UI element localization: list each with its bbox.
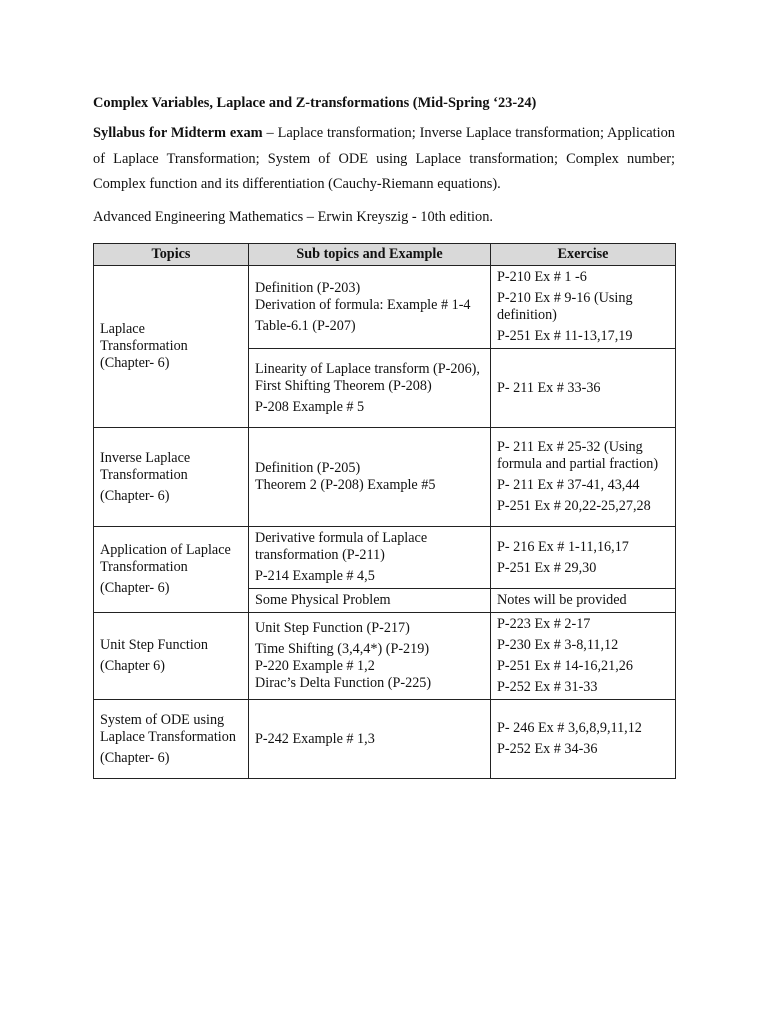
subtopic-line: P-208 Example # 5 [255,398,365,415]
exercise-cell [491,527,676,589]
topic-cell [94,527,249,613]
subtopic-cell [249,700,491,779]
subtopic-line: Unit Step Function (P-217) [255,620,410,636]
exercise-cell [491,700,676,779]
subtopic-line: P-242 Example # 1,3 [255,730,375,747]
topic-line: (Chapter- 6) [100,580,170,596]
exercise-line: P- 211 Ex # 25-32 (Using formula and partial fraction) [497,439,659,472]
topic-line: Laplace [100,321,145,337]
subtopic-cell [249,428,491,527]
document-title: Complex Variables, Laplace and Z-transformations (Mid-Spring ‘23-24) [93,95,537,111]
exercise-line: P-210 Ex # 9-16 (Using definition) [497,290,633,323]
exercise-line: P-230 Ex # 3-8,11,12 [497,637,619,653]
subtopic-cell [249,349,491,428]
subtopic-line: Some Physical Problem [255,592,391,608]
subtopic-line: Table-6.1 (P-207) [255,317,356,334]
topic-cell [94,613,249,700]
syllabus-text: – Laplace transformation; Inverse Laplace transformation; Application of Laplace Transformation; System of ODE using Laplace transformation; Complex number; Complex function and its differentiation (Cauchy-Riemann equations). [93,125,675,192]
exercise-cell [491,266,676,349]
subtopic-line: P-220 Example # 1,2 [255,658,375,674]
table-row [94,613,676,700]
topic-line: (Chapter- 6) [100,749,170,766]
subtopic-line: Derivation of formula: Example # 1-4 [255,296,471,313]
topic-cell [94,266,249,428]
table-row [94,700,676,779]
topic-line: Transformation [100,338,188,354]
table-row [94,428,676,527]
subtopic-cell [249,589,491,613]
topic-line: System of ODE using Laplace Transformation [100,711,236,745]
header-exercise: Exercise [491,244,676,266]
textbook-reference: Advanced Engineering Mathematics – Erwin Kreyszig - 10th edition. [93,208,494,225]
exercise-line: P-251 Ex # 11-13,17,19 [497,328,633,344]
document-page [93,94,675,226]
exercise-line: P-252 Ex # 31-33 [497,679,598,695]
subtopic-cell [249,527,491,589]
subtopic-line: P-214 Example # 4,5 [255,568,375,584]
exercise-line: P-252 Ex # 34-36 [497,741,598,757]
table-row [94,266,676,349]
exercise-line: P- 246 Ex # 3,6,8,9,11,12 [497,720,642,736]
subtopic-cell [249,613,491,700]
topic-line: (Chapter- 6) [100,355,170,371]
topic-cell [94,700,249,779]
table-row [94,527,676,589]
subtopic-line: Theorem 2 (P-208) Example #5 [255,477,436,493]
syllabus-table [93,243,676,779]
subtopic-line: Definition (P-205) [255,460,361,476]
topic-cell [94,428,249,527]
exercise-line: P-210 Ex # 1 -6 [497,269,587,285]
subtopic-cell [249,266,491,349]
exercise-line: P-223 Ex # 2-17 [497,616,591,632]
exercise-cell [491,349,676,428]
exercise-cell [491,613,676,700]
topic-line: (Chapter- 6) [100,487,170,504]
subtopic-line: Time Shifting (3,4,4*) (P-219) [255,641,430,657]
topic-line: Inverse Laplace Transformation [100,449,191,483]
exercise-line: P- 216 Ex # 1-11,16,17 [497,538,629,555]
topic-line: Application of Laplace Transformation [100,542,231,575]
exercise-line: P-251 Ex # 20,22-25,27,28 [497,498,651,514]
table-header-row [94,244,676,266]
exercise-cell [491,589,676,613]
subtopic-line: Linearity of Laplace transform (P-206), First Shifting Theorem (P-208) [255,360,480,394]
syllabus-paragraph [93,121,675,198]
header-topics: Topics [94,244,249,266]
exercise-line: P- 211 Ex # 33-36 [497,379,601,396]
topic-line: Unit Step Function [100,637,208,653]
topic-line: (Chapter 6) [100,658,166,674]
subtopic-line: Definition (P-203) [255,279,361,296]
exercise-line: Notes will be provided [497,592,627,608]
subtopic-line: Dirac’s Delta Function (P-225) [255,675,432,691]
exercise-line: P-251 Ex # 14-16,21,26 [497,658,633,674]
exercise-cell [491,428,676,527]
subtopic-line: Derivative formula of Laplace transformation (P-211) [255,530,428,563]
exercise-line: P-251 Ex # 29,30 [497,559,597,576]
syllabus-lead: Syllabus for Midterm exam [93,125,263,141]
header-subtopics: Sub topics and Example [249,244,491,266]
exercise-line: P- 211 Ex # 37-41, 43,44 [497,477,640,493]
